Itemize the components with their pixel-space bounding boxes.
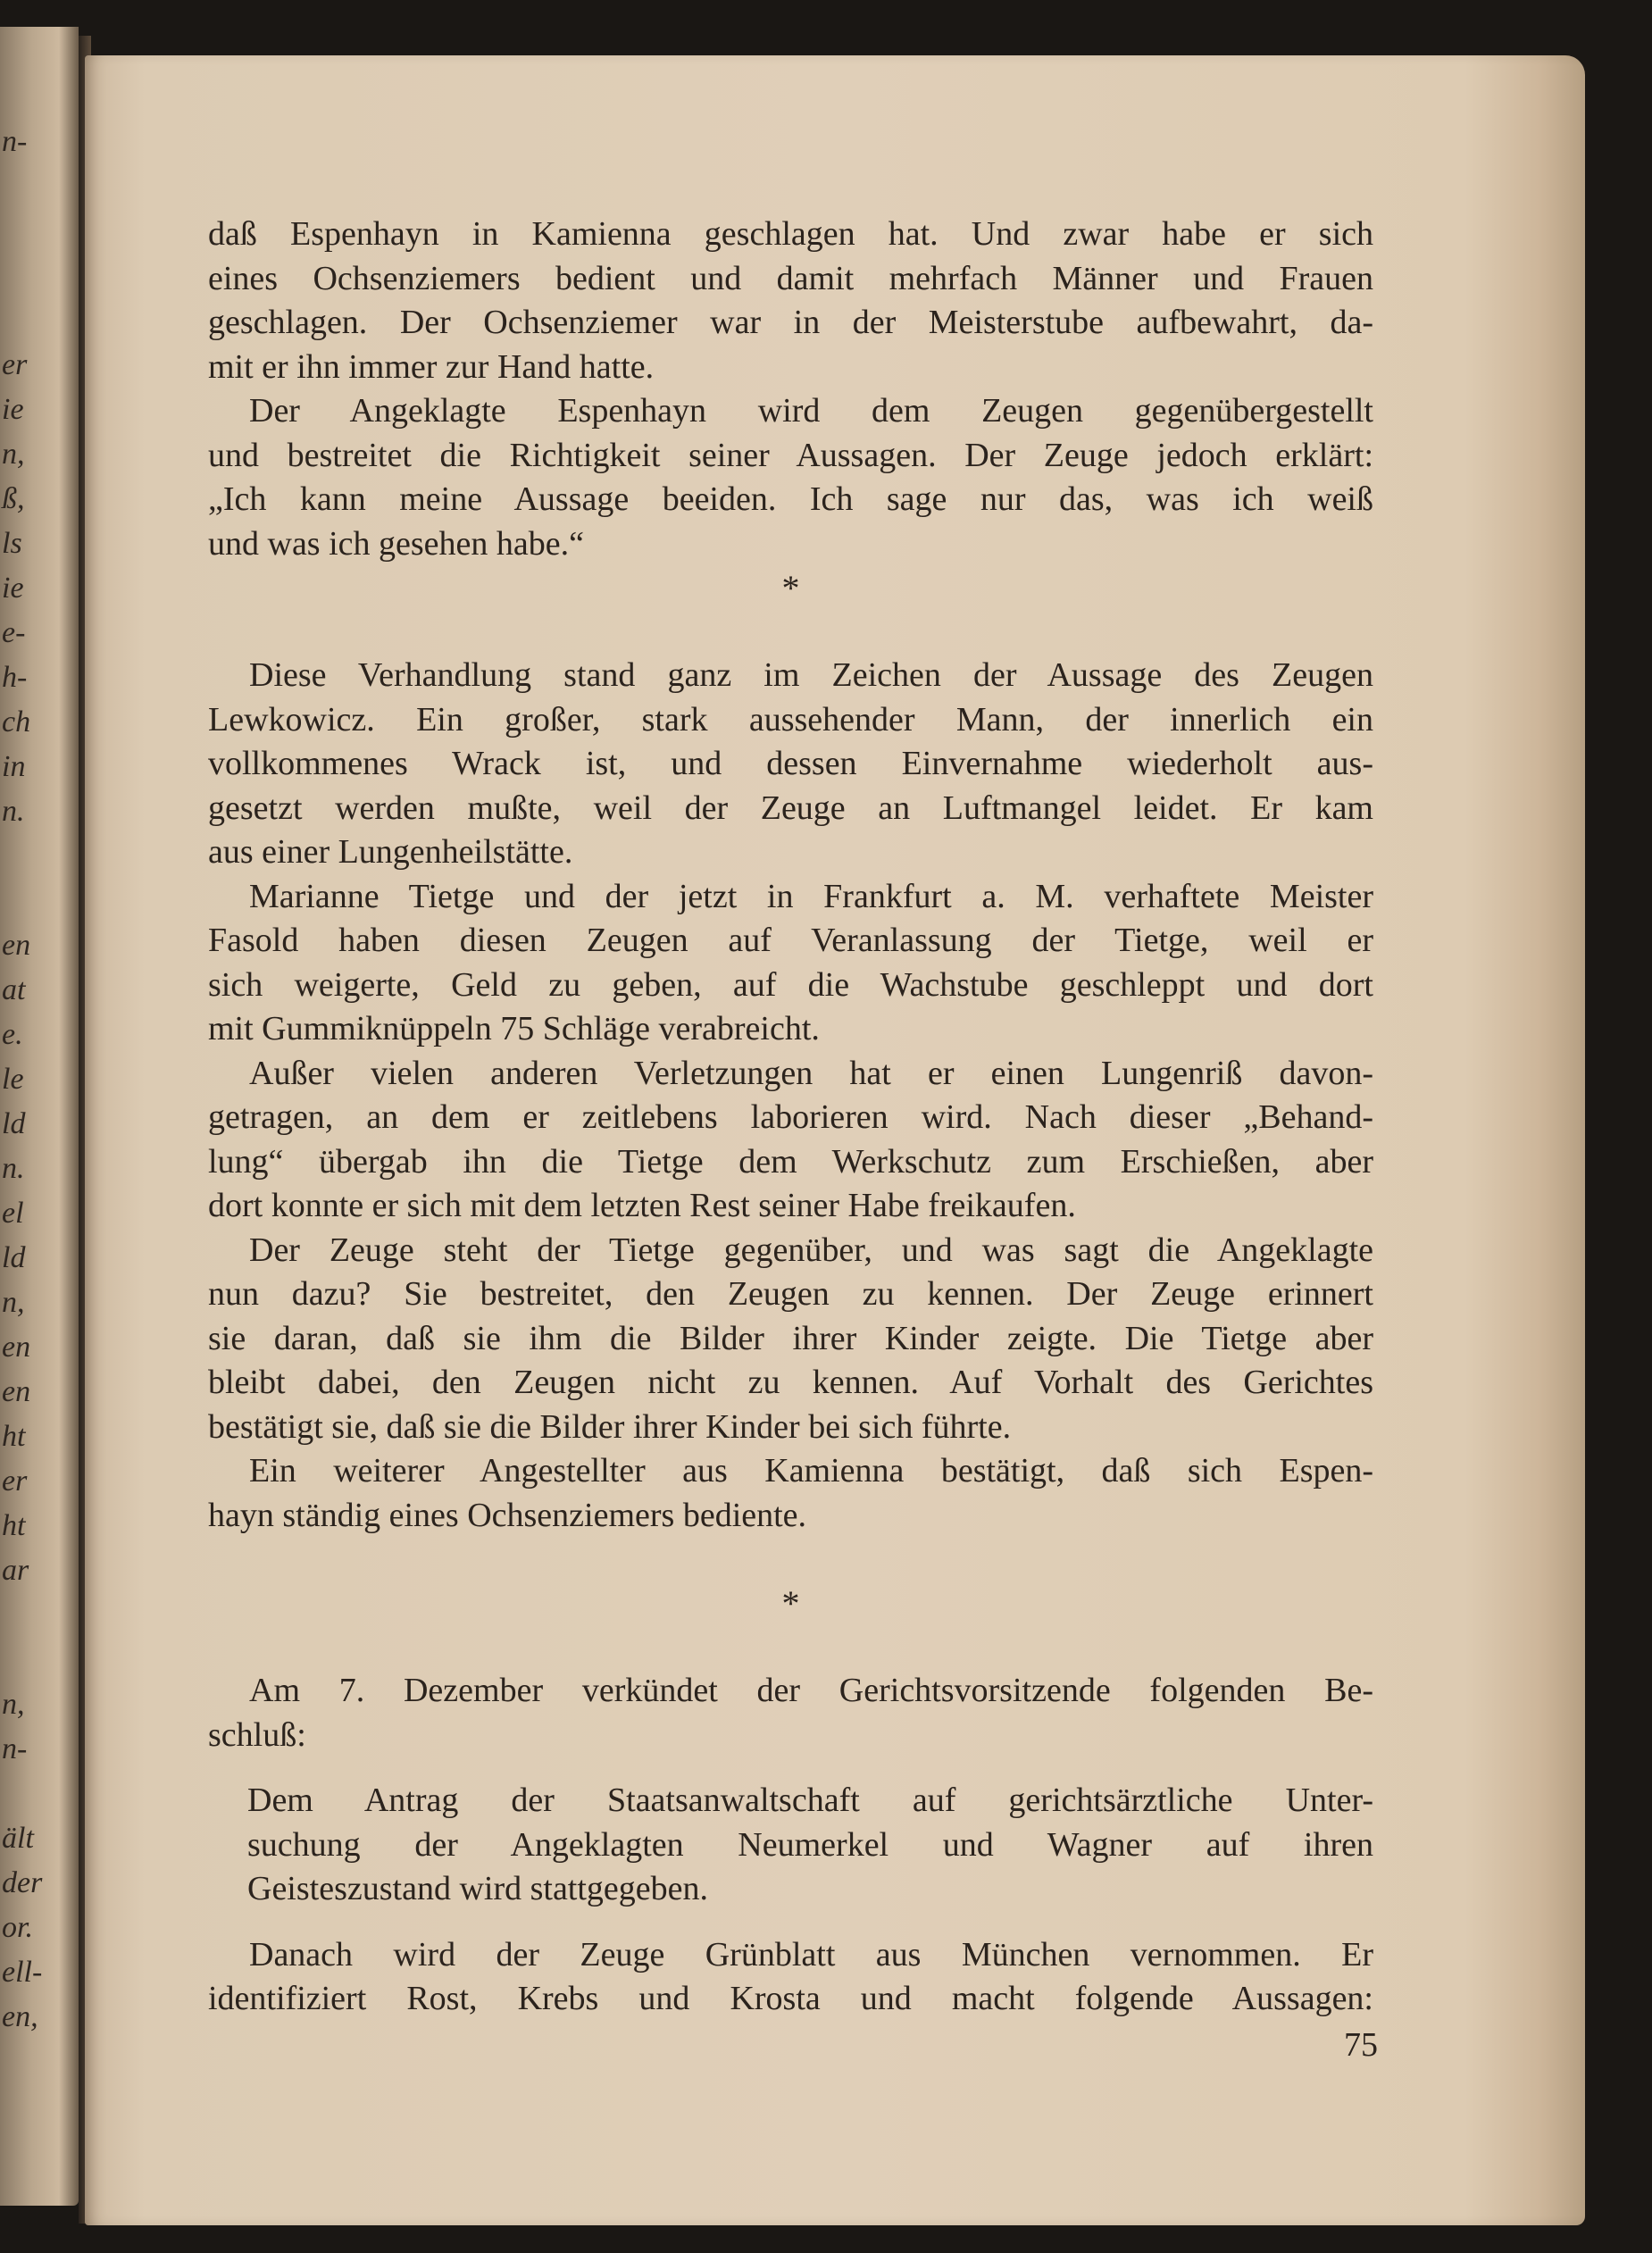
line: sich weigerte, Geld zu geben, auf die Wachstube geschleppt und dort bbox=[208, 965, 1373, 1004]
line: Fasold haben diesen Zeugen auf Veranlassung der Tietge, weil er bbox=[208, 922, 1373, 959]
paragraph-10 bbox=[208, 1933, 1373, 2022]
page-number: 75 bbox=[1344, 2026, 1378, 2064]
left-page-fragment: ld bbox=[2, 1107, 26, 1140]
paragraph-2 bbox=[208, 389, 1373, 566]
page-body bbox=[208, 213, 1373, 2022]
left-page-edge bbox=[0, 27, 79, 2206]
line: gesetzt werden mußte, weil der Zeuge an Luftmangel leidet. Er kam bbox=[208, 789, 1373, 827]
left-page-fragment: ls bbox=[2, 527, 22, 560]
line: eines Ochsenziemers bedient und damit mehrfach Männer und Frauen bbox=[208, 259, 1373, 297]
paragraph-5 bbox=[208, 1052, 1373, 1229]
line: Lewkowicz. Ein großer, stark aussehender Mann, der innerlich ein bbox=[208, 700, 1373, 738]
left-page-fragment: n, bbox=[2, 1688, 25, 1721]
left-page-fragment: n. bbox=[2, 795, 25, 828]
left-page-fragment: ält bbox=[2, 1822, 34, 1855]
decision-quote bbox=[208, 1779, 1373, 1912]
left-page-fragment: er bbox=[2, 348, 28, 381]
line: mit Gummiknüppeln 75 Schläge verabreicht. bbox=[208, 1010, 820, 1047]
line: daß Espenhayn in Kamienna geschlagen hat. Und zwar habe er sich bbox=[208, 215, 1373, 253]
left-page-fragment: n- bbox=[2, 125, 28, 158]
line: sie daran, daß sie ihm die Bilder ihrer Kinder zeigte. Die Tietge aber bbox=[208, 1319, 1373, 1357]
line: und bestreitet die Richtigkeit seiner Aussagen. Der Zeuge jedoch erklärt: bbox=[208, 436, 1373, 474]
line: Dem Antrag der Staatsanwaltschaft auf gerichtsärztliche Unter- bbox=[247, 1782, 1373, 1819]
line: schluß: bbox=[208, 1715, 306, 1754]
left-page-fragment: er bbox=[2, 1464, 28, 1498]
left-page-fragment: ht bbox=[2, 1420, 26, 1453]
line: bleibt dabei, den Zeugen nicht zu kennen. Auf Vorhalt des Gerichtes bbox=[208, 1364, 1373, 1401]
line: nun dazu? Sie bestreitet, den Zeugen zu kennen. Der Zeuge erinnert bbox=[208, 1275, 1373, 1313]
line: aus einer Lungenheilstätte. bbox=[208, 833, 573, 871]
left-page-fragment: ar bbox=[2, 1554, 29, 1587]
line: hayn ständig eines Ochsenziemers bediente. bbox=[208, 1496, 807, 1534]
line: getragen, an dem er zeitlebens laborieren wird. Nach dieser „Behand- bbox=[208, 1098, 1373, 1136]
left-page-fragment: ld bbox=[2, 1241, 26, 1274]
left-page-fragments bbox=[0, 27, 71, 2206]
paragraph-4 bbox=[208, 875, 1373, 1052]
paragraph-8 bbox=[208, 1669, 1373, 1757]
line: lung“ übergab ihn die Tietge dem Werkschutz zum Erschießen, aber bbox=[208, 1142, 1373, 1181]
section-separator: * bbox=[781, 1583, 800, 1623]
left-page-fragment: n. bbox=[2, 1152, 25, 1185]
left-page-fragment: e- bbox=[2, 616, 26, 649]
line: Der Zeuge steht der Tietge gegenüber, und was sagt die Angeklagte bbox=[249, 1231, 1373, 1269]
left-page-fragment: ch bbox=[2, 705, 31, 738]
left-page-fragment: h- bbox=[2, 661, 28, 694]
left-page-fragment: en, bbox=[2, 2000, 38, 2033]
left-page-fragment: n- bbox=[2, 1732, 28, 1765]
line: dort konnte er sich mit dem letzten Rest seiner Habe freikaufen. bbox=[208, 1187, 1076, 1224]
line: geschlagen. Der Ochsenziemer war in der Meisterstube aufbewahrt, da- bbox=[208, 304, 1373, 341]
line: bestätigt sie, daß sie die Bilder ihrer Kinder bei sich führte. bbox=[208, 1407, 1012, 1446]
paragraph-3 bbox=[208, 654, 1373, 875]
left-page-fragment: ie bbox=[2, 393, 24, 426]
section-separator: * bbox=[781, 568, 800, 608]
left-page-fragment: en bbox=[2, 929, 31, 962]
left-page-fragment: n, bbox=[2, 438, 25, 471]
line: identifiziert Rost, Krebs und Krosta und macht folgende Aussagen: bbox=[208, 1980, 1373, 2017]
line: Diese Verhandlung stand ganz im Zeichen der Aussage des Zeugen bbox=[249, 656, 1373, 694]
line: Marianne Tietge und der jetzt in Frankfurt a. M. verhaftete Meister bbox=[249, 877, 1373, 915]
left-page-fragment: ell- bbox=[2, 1956, 43, 1989]
left-page-fragment: ht bbox=[2, 1509, 26, 1542]
left-page-fragment: en bbox=[2, 1331, 31, 1364]
paragraph-7 bbox=[208, 1449, 1373, 1538]
left-page-fragment: der bbox=[2, 1866, 43, 1899]
left-page-fragment: at bbox=[2, 973, 26, 1006]
paragraph-6 bbox=[208, 1229, 1373, 1450]
line: Geisteszustand wird stattgegeben. bbox=[247, 1870, 709, 1907]
line: Außer vielen anderen Verletzungen hat er einen Lungenriß davon- bbox=[249, 1054, 1373, 1092]
left-page-fragment: ß, bbox=[2, 482, 25, 515]
line: und was ich gesehen habe.“ bbox=[208, 524, 585, 563]
left-page-fragment: ie bbox=[2, 572, 24, 605]
left-page-fragment: en bbox=[2, 1375, 31, 1408]
left-page-fragment: e. bbox=[2, 1018, 23, 1051]
paragraph-1 bbox=[208, 213, 1373, 389]
line: mit er ihn immer zur Hand hatte. bbox=[208, 347, 655, 386]
left-page-fragment: or. bbox=[2, 1911, 33, 1944]
line: suchung der Angeklagten Neumerkel und Wagner auf ihren bbox=[247, 1825, 1373, 1864]
line: Am 7. Dezember verkündet der Gerichtsvorsitzende folgenden Be- bbox=[249, 1672, 1373, 1709]
line: Der Angeklagte Espenhayn wird dem Zeugen gegenübergestellt bbox=[249, 392, 1373, 430]
left-page-fragment: in bbox=[2, 750, 26, 783]
line: vollkommenes Wrack ist, und dessen Einvernahme wiederholt aus- bbox=[208, 745, 1373, 782]
left-page-fragment: le bbox=[2, 1063, 24, 1096]
left-page-fragment: el bbox=[2, 1197, 24, 1230]
left-page-fragment: n, bbox=[2, 1286, 25, 1319]
line: „Ich kann meine Aussage beeiden. Ich sage nur das, was ich weiß bbox=[208, 480, 1373, 518]
line: Ein weiterer Angestellter aus Kamienna bestätigt, daß sich Espen- bbox=[249, 1452, 1373, 1489]
line: Danach wird der Zeuge Grünblatt aus München vernommen. Er bbox=[249, 1935, 1373, 1973]
